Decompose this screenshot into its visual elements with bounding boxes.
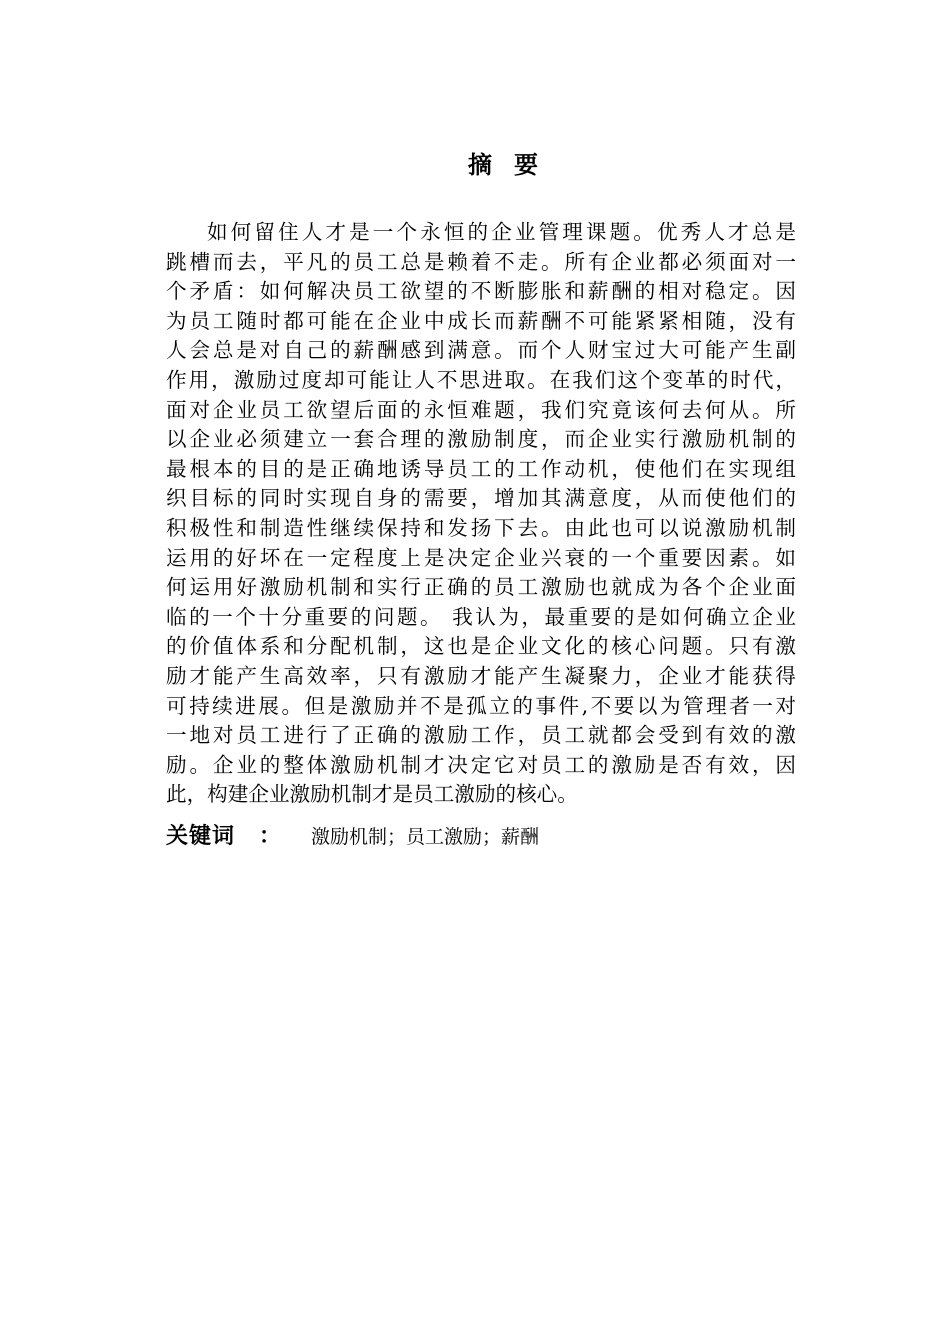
abstract-title-char-2: 要 xyxy=(514,151,538,179)
abstract-line: 人会总是对自己的薪酬感到满意。而个人财宝过大可能产生副 xyxy=(166,338,796,363)
abstract-line: 临的一个十分重要的问题。 我认为，最重要的是如何确立企业 xyxy=(166,604,796,629)
abstract-line: 织目标的同时实现自身的需要，增加其满意度，从而使他们的 xyxy=(166,486,796,511)
abstract-line: 励才能产生高效率，只有激励才能产生凝聚力，企业才能获得 xyxy=(166,663,796,688)
abstract-line: 跳槽而去，平凡的员工总是赖着不走。所有企业都必须面对一 xyxy=(166,249,796,274)
abstract-title-char-1: 摘 xyxy=(468,151,492,179)
abstract-line: 一地对员工进行了正确的激励工作，员工就都会受到有效的激 xyxy=(166,723,796,748)
abstract-line: 励。企业的整体激励机制才决定它对员工的激励是否有效，因 xyxy=(166,752,796,777)
abstract-line: 如何留住人才是一个永恒的企业管理课题。优秀人才总是 xyxy=(207,220,796,244)
abstract-line: 最根本的目的是正确地诱导员工的工作动机，使他们在实现组 xyxy=(166,456,796,481)
abstract-line: 何运用好激励机制和实行正确的员工激励也就成为各个企业面 xyxy=(166,575,796,600)
abstract-line: 积极性和制造性继续保持和发扬下去。由此也可以说激励机制 xyxy=(166,515,796,540)
abstract-line: 以企业必须建立一套合理的激励制度，而企业实行激励机制的 xyxy=(166,427,796,452)
abstract-line: 运用的好坏在一定程度上是决定企业兴衰的一个重要因素。如 xyxy=(166,545,796,570)
keywords-values: 激励机制；员工激励；薪酬 xyxy=(311,826,540,848)
abstract-line: 可持续进展。但是激励并不是孤立的事件,不要以为管理者一对 xyxy=(166,693,796,718)
abstract-title xyxy=(0,148,950,182)
keywords-colon: ： xyxy=(259,824,282,849)
abstract-line: 为员工随时都可能在企业中成长而薪酬不可能紧紧相随，没有 xyxy=(166,308,796,333)
keywords-label: 关键词 xyxy=(166,824,236,849)
abstract-line: 面对企业员工欲望后面的永恒难题，我们究竟该何去何从。所 xyxy=(166,397,796,422)
keywords-row xyxy=(166,821,539,853)
abstract-line: 作用，激励过度却可能让人不思进取。在我们这个变革的时代， xyxy=(166,367,796,392)
abstract-body xyxy=(166,218,796,810)
abstract-line: 个矛盾：如何解决员工欲望的不断膨胀和薪酬的相对稳定。因 xyxy=(166,279,796,304)
abstract-line: 此，构建企业激励机制才是员工激励的核心。 xyxy=(166,782,578,807)
abstract-line: 的价值体系和分配机制，这也是企业文化的核心问题。只有激 xyxy=(166,634,796,659)
